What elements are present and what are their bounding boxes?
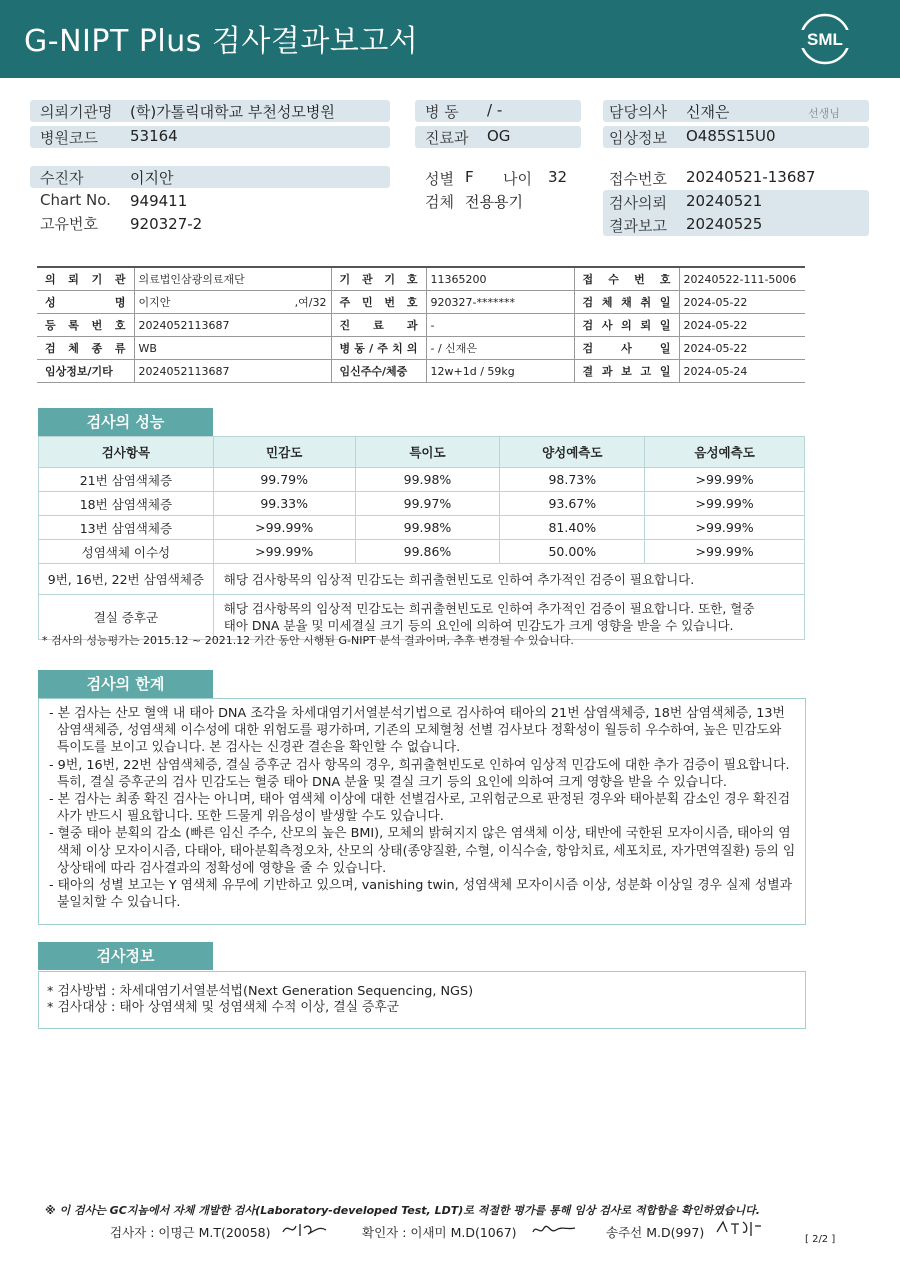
grid-sex-age: ,여/32: [294, 296, 327, 309]
grid-value: 2024052113687: [134, 360, 331, 383]
specimen-value: 전용용기: [465, 193, 523, 211]
grid-value: 11365200: [426, 267, 574, 291]
table-row: [39, 540, 805, 564]
age-value: 32: [548, 168, 568, 186]
table-cell: >99.99%: [645, 468, 805, 492]
clinical-value: O485S15U0: [686, 127, 776, 145]
limit-item: - 본 검사는 최종 확진 검사는 아니며, 태아 염색체 이상에 대한 선별검사로, 고위험군으로 판정된 경우와 태아분획 감소인 경우 확진검사가 반드시 필요합니다. 또한 드물게 위음성이 발생할 수도 있습니다.: [49, 792, 791, 825]
grid-label: 성 명: [37, 291, 134, 314]
table-cell: 93.67%: [500, 492, 645, 516]
page-number: [ 2/2 ]: [805, 1234, 836, 1245]
table-cell: 99.98%: [355, 516, 500, 540]
performance-footnote: * 검사의 성능평가는 2015.12 ~ 2021.12 기간 동안 시행된 G-NIPT 분석 결과이며, 추후 변경될 수 있습니다.: [42, 634, 574, 647]
table-cell: 99.86%: [355, 540, 500, 564]
limit-item: - 본 검사는 산모 혈액 내 태아 DNA 조각을 차세대염기서열분석기법으로 검사하여 태아의 21번 삼염색체증, 18번 삼염색체증, 13번 삼염색체증, 성염색체 이수성에 대한 위험도를 평가하며, 기존의 모체혈청 선별 검사보다 정확성이 월등히 우수하여, 높은 민감도와 특이도를 보이고 있습니다. 본 검사는 신경관 결손을 확인할 수 없습니다.: [49, 706, 785, 756]
report-value: 20240525: [686, 215, 763, 233]
confirmer-signature: [530, 1218, 578, 1244]
performance-header-row: [39, 437, 805, 468]
grid-value: 2024052113687: [134, 314, 331, 337]
grid-label: 진 료 과: [331, 314, 426, 337]
note-line: 태아 DNA 분율 및 미세결실 크기 등의 요인에 의하여 민감도가 크게 영향을 받을 수 있습니다.: [223, 618, 734, 633]
table-cell-note: 해당 검사항목의 임상적 민감도는 희귀출현빈도로 인하여 추가적인 검증이 필요합니다.: [213, 564, 804, 595]
col-header: 음성예측도: [645, 437, 805, 468]
grid-label: 결 과 보 고 일: [574, 360, 679, 383]
svg-text:SML: SML: [807, 30, 843, 49]
doctor-label: 담당의사: [609, 103, 667, 121]
table-cell: >99.99%: [213, 540, 355, 564]
grid-row: [37, 314, 805, 337]
grid-row: [37, 337, 805, 360]
table-row: [39, 516, 805, 540]
sex-label: 성별: [425, 170, 454, 188]
table-cell: 13번 삼염색체증: [39, 516, 214, 540]
table-row: [39, 564, 805, 595]
test-target: * 검사대상 : 태아 상염색체 및 성염색체 수적 이상, 결실 증후군: [47, 1000, 400, 1015]
code-value: 53164: [130, 127, 178, 145]
info-bar-patient: [30, 166, 390, 188]
confirmer: 확인자 : 이새미 M.D(1067): [362, 1225, 517, 1240]
inst-label: 의뢰기관명: [40, 103, 113, 121]
limits-tab: 검사의 한계: [38, 670, 213, 698]
grid-value: 20240522-111-5006: [679, 267, 805, 291]
testinfo-tab: 검사정보: [38, 942, 213, 970]
uid-value: 920327-2: [130, 215, 203, 233]
limit-item: - 태아의 성별 보고는 Y 염색체 유무에 기반하고 있으며, vanishing twin, 성염색체 모자이시즘 이상, 성분화 이상일 경우 실제 성별과 불일치할 수 있습니다.: [49, 878, 792, 911]
request-label: 검사의뢰: [609, 194, 667, 212]
table-cell: >99.99%: [213, 516, 355, 540]
grid-label: 병 동 / 주 치 의: [331, 337, 426, 360]
grid-label: 주 민 번 호: [331, 291, 426, 314]
grid-value: 2024-05-22: [679, 291, 805, 314]
testinfo-box: [38, 971, 806, 1029]
col-header: 특이도: [355, 437, 500, 468]
dept-value: OG: [487, 127, 511, 145]
limit-item: - 혈중 태아 분획의 감소 (빠른 임신 주수, 산모의 높은 BMI), 모체의 밝혀지지 않은 염색체 이상, 태반에 국한된 모자이시즘, 태아의 염색체 이상 모자이시즘, 다태아, 태아분획측정오차, 산모의 상태(종양질환, 수혈, 이식수술, 항암치료, 세포치료, 자가면역질환) 등의 임상상태에 따라 검사결과의 정확성에 영향을 줄 수 있습니다.: [49, 826, 796, 876]
grid-value: 920327-*******: [426, 291, 574, 314]
limits-box: [38, 698, 806, 925]
col-header: 민감도: [213, 437, 355, 468]
grid-row: [37, 267, 805, 291]
table-cell: 결실 증후군: [39, 595, 214, 640]
approver: 송주선 M.D(997): [606, 1225, 705, 1240]
chart-value: 949411: [130, 192, 188, 210]
table-row: [39, 492, 805, 516]
grid-value: 2024-05-24: [679, 360, 805, 383]
grid-label: 검 사 의 뢰 일: [574, 314, 679, 337]
grid-name: 이지안: [138, 296, 171, 309]
report-title: G-NIPT Plus 검사결과보고서: [24, 24, 419, 59]
grid-label: 검 체 종 류: [37, 337, 134, 360]
table-cell: 50.00%: [500, 540, 645, 564]
lab-info-grid: [37, 266, 805, 383]
table-cell: >99.99%: [645, 492, 805, 516]
table-cell: 98.73%: [500, 468, 645, 492]
clinical-label: 임상정보: [609, 129, 667, 147]
grid-value: 2024-05-22: [679, 337, 805, 360]
grid-label: 임상정보/기타: [37, 360, 134, 383]
grid-label: 검 체 채 취 일: [574, 291, 679, 314]
table-cell: 81.40%: [500, 516, 645, 540]
table-cell: 18번 삼염색체증: [39, 492, 214, 516]
ward-label: 병 동: [425, 103, 459, 121]
grid-value-name: [134, 291, 331, 314]
patient-label: 수진자: [40, 169, 84, 187]
age-label: 나이: [503, 170, 532, 188]
report-label: 결과보고: [609, 217, 667, 235]
patient-value: 이지안: [130, 169, 174, 187]
table-row: [39, 468, 805, 492]
grid-value: WB: [134, 337, 331, 360]
grid-label: 의 뢰 기 관: [37, 267, 134, 291]
table-cell: 99.33%: [213, 492, 355, 516]
note-line: 해당 검사항목의 임상적 민감도는 희귀출현빈도로 인하여 추가적인 검증이 필요합니다. 또한, 혈중: [223, 601, 755, 616]
table-cell: >99.99%: [645, 516, 805, 540]
limit-item: - 9번, 16번, 22번 삼염색체증, 결실 증후군 검사 항목의 경우, 희귀출현빈도로 인하여 임상적 민감도에 대한 추가 검증이 필요합니다. 특히, 결실 증후군의 검사 민감도는 혈중 태아 DNA 분율 및 결실 크기 등의 요인에 의하여 크게 영향을 받을 수 있습니다.: [49, 757, 790, 790]
grid-label: 임신주수/체중: [331, 360, 426, 383]
grid-value: 2024-05-22: [679, 314, 805, 337]
table-cell: 99.98%: [355, 468, 500, 492]
grid-label: 검 사 일: [574, 337, 679, 360]
tester-signature: [280, 1218, 330, 1244]
sex-value: F: [465, 168, 474, 186]
table-cell: 21번 삼염색체증: [39, 468, 214, 492]
chart-label: Chart No.: [40, 191, 111, 209]
specimen-label: 검체: [425, 193, 454, 211]
dept-label: 진료과: [425, 129, 469, 147]
code-label: 병원코드: [40, 129, 98, 147]
grid-row: [37, 360, 805, 383]
grid-label: 등 록 번 호: [37, 314, 134, 337]
table-cell: >99.99%: [645, 540, 805, 564]
table-cell: 99.79%: [213, 468, 355, 492]
table-cell: 99.97%: [355, 492, 500, 516]
uid-label: 고유번호: [40, 215, 98, 233]
col-header: 양성예측도: [500, 437, 645, 468]
table-cell: 성염색체 이수성: [39, 540, 214, 564]
grid-value: -: [426, 314, 574, 337]
col-header: 검사항목: [39, 437, 214, 468]
tester: 검사자 : 이명근 M.T(20058): [110, 1225, 271, 1240]
receipt-value: 20240521-13687: [686, 168, 816, 186]
grid-value: 12w+1d / 59kg: [426, 360, 574, 383]
ward-value: / -: [487, 101, 503, 119]
ldt-note: ※ 이 검사는 GC지놈에서 자체 개발한 검사(Laboratory-developed Test, LDT)로 적절한 평가를 통해 임상 검사로 적합함을 확인하였습니다.: [45, 1204, 760, 1217]
grid-value: - / 신재은: [426, 337, 574, 360]
performance-tab: 검사의 성능: [38, 408, 213, 436]
test-method: * 검사방법 : 차세대염기서열분석법(Next Generation Sequencing, NGS): [47, 984, 474, 999]
request-value: 20240521: [686, 192, 763, 210]
grid-value: 의료법인삼광의료재단: [134, 267, 331, 291]
sml-logo: [798, 12, 852, 66]
approver-signature: [713, 1216, 765, 1244]
grid-label: 접 수 번 호: [574, 267, 679, 291]
table-cell: 9번, 16번, 22번 삼염색체증: [39, 564, 214, 595]
grid-row: [37, 291, 805, 314]
grid-label: 기 관 기 호: [331, 267, 426, 291]
doctor-value: 신재은: [686, 103, 730, 121]
receipt-label: 접수번호: [609, 170, 667, 188]
doctor-suffix: 선생님: [808, 107, 840, 120]
performance-table: [38, 436, 805, 640]
inst-value: (학)가톨릭대학교 부천성모병원: [130, 103, 335, 121]
